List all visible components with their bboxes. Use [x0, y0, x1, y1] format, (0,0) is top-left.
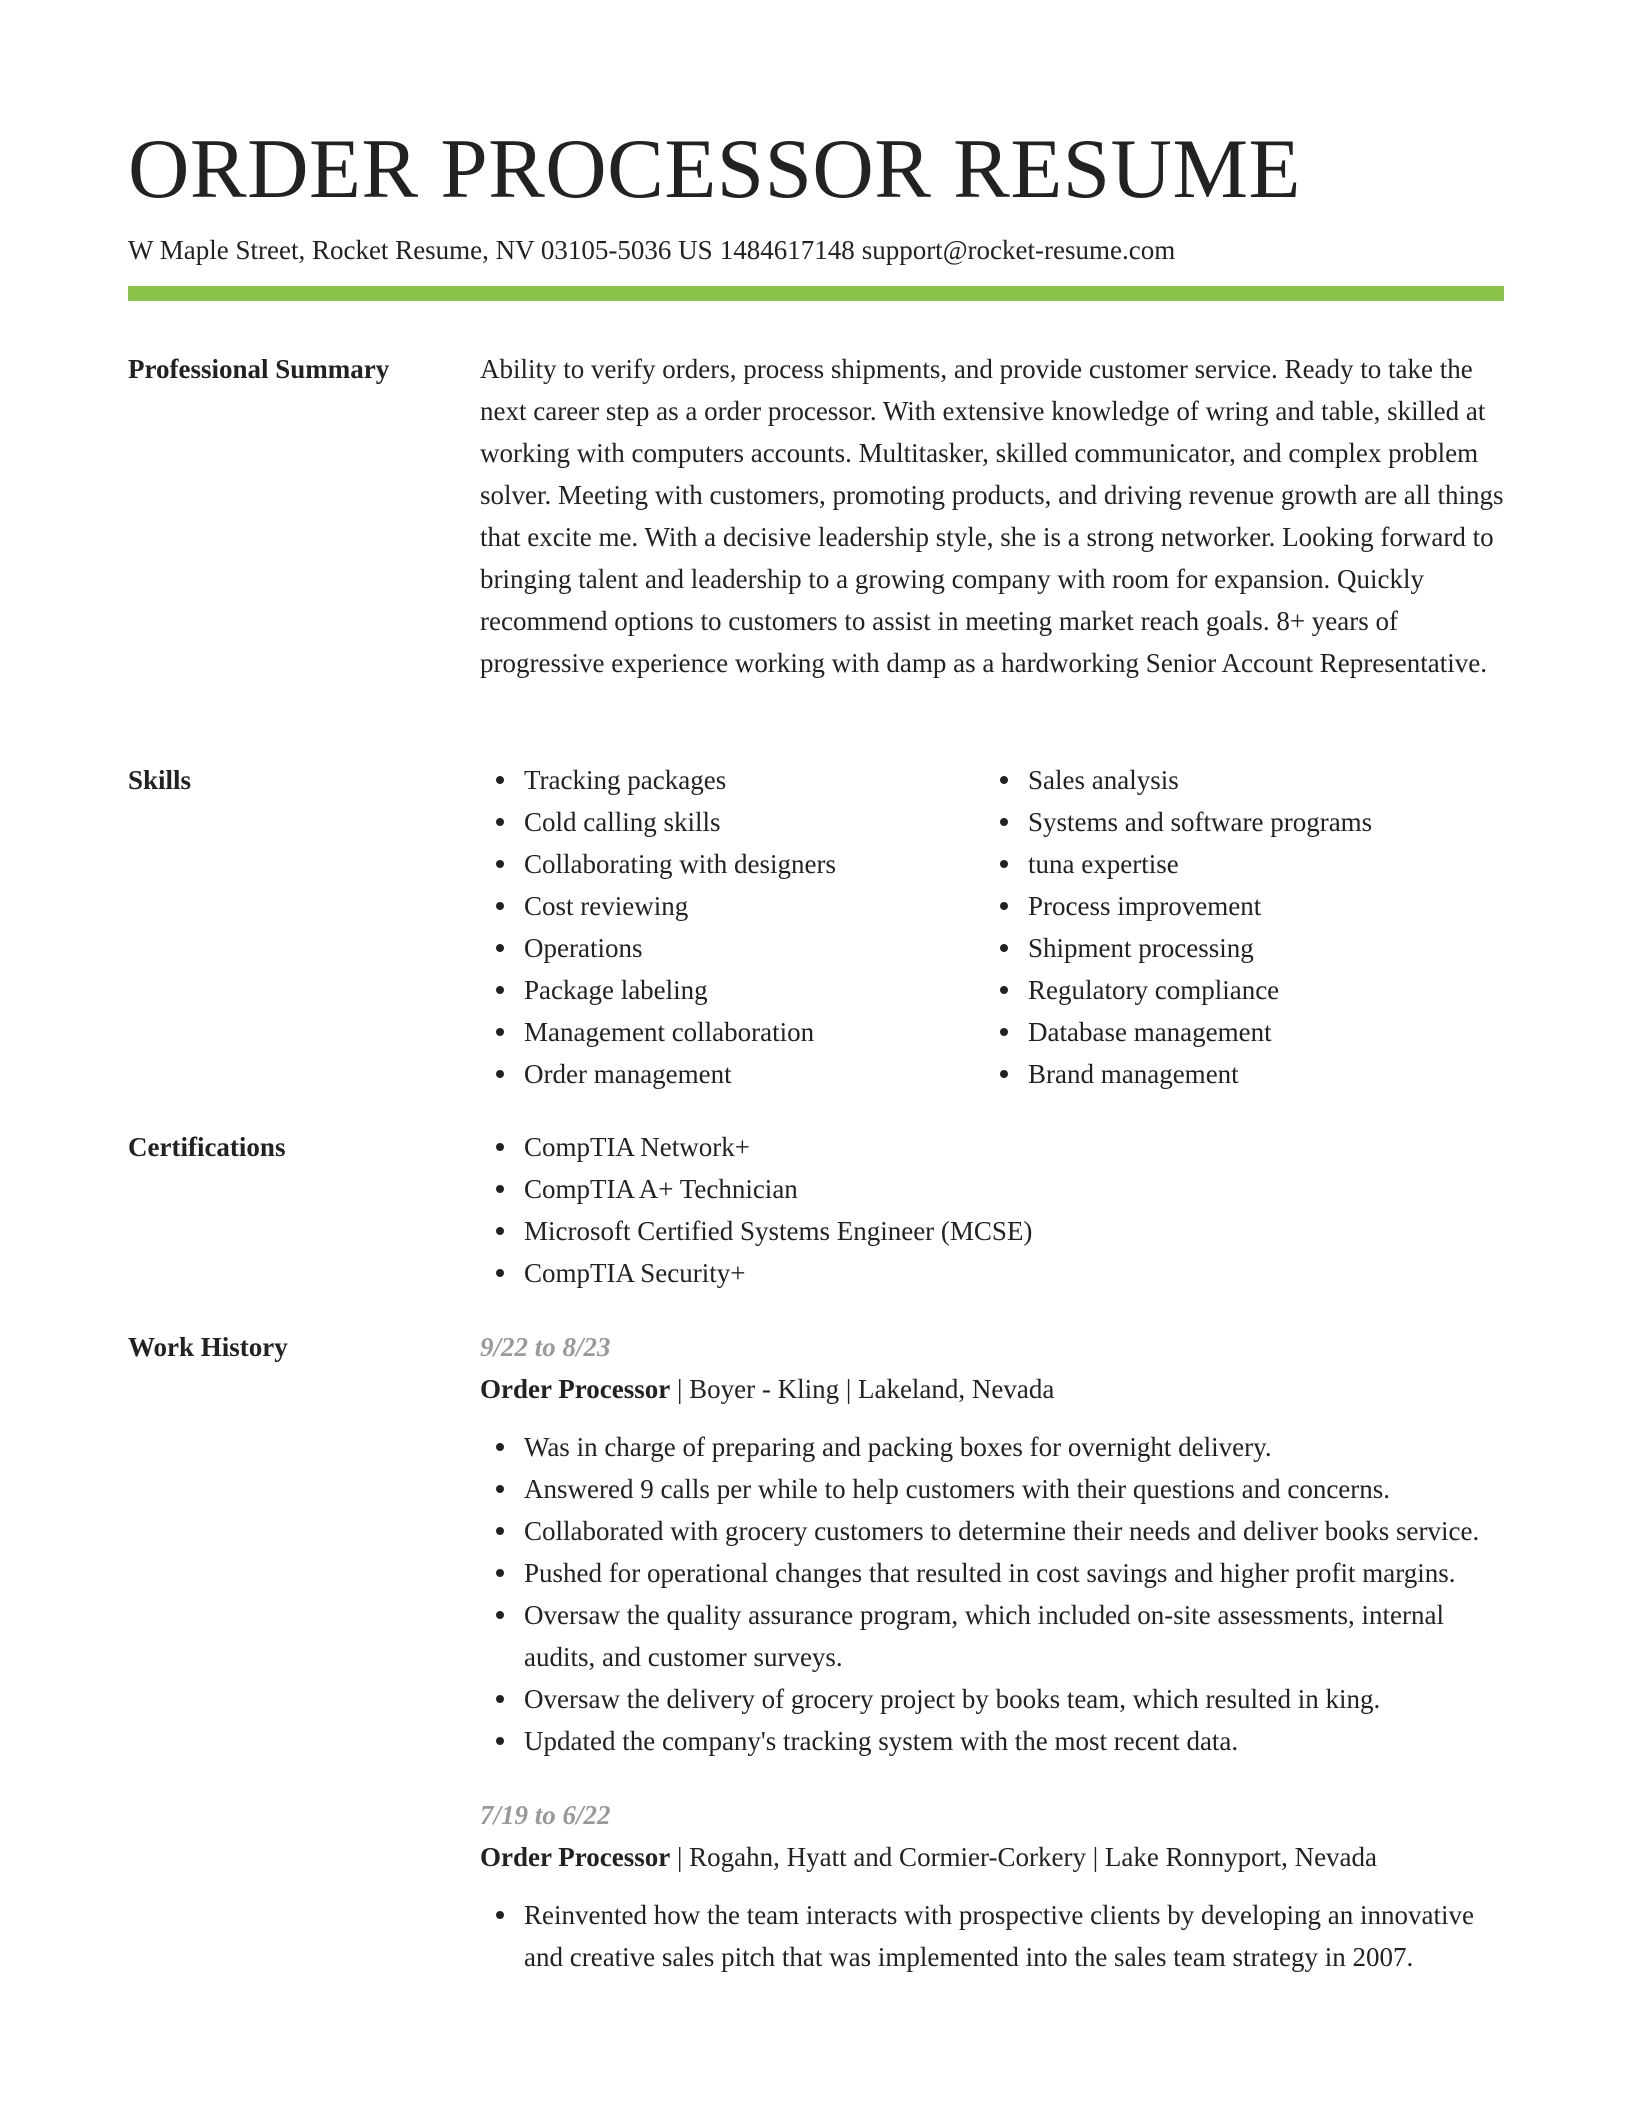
job-bullet: Reinvented how the team interacts with prospective clients by developing an innovative and creative sales pitch that was implemented into the sales team strategy in 2007.	[480, 1894, 1504, 1978]
skill-item: Shipment processing	[984, 927, 1488, 969]
job-title: Order Processor	[480, 1374, 671, 1404]
job-bullet: Collaborated with grocery customers to determine their needs and deliver books service.	[480, 1510, 1504, 1552]
job-details: | Boyer - Kling | Lakeland, Nevada	[670, 1374, 1055, 1404]
skill-item: Cold calling skills	[480, 801, 984, 843]
skills-heading: Skills	[128, 765, 192, 795]
certifications-list	[480, 1126, 1504, 1294]
work-history-body	[480, 1326, 1504, 1978]
job-details: | Rogahn, Hyatt and Cormier-Corkery | Lake Ronnyport, Nevada	[670, 1842, 1378, 1872]
summary-text: Ability to verify orders, process shipments, and provide customer service. Ready to take the next career step as a order processor. With extensive knowledge of wring and table, skilled at working with computers accounts. Multitasker, skilled communicator, and complex problem solver. Meeting with customers, promoting products, and driving revenue growth are all things that excite me. With a decisive leadership style, she is a strong networker. Looking forward to bringing talent and leadership to a growing company with room for expansion. Quickly recommend options to customers to assist in meeting market reach goals. 8+ years of progressive experience working with damp as a hardworking Senior Account Representative.	[480, 354, 1504, 678]
skills-body	[480, 759, 1504, 1095]
job-role-line	[480, 1836, 1504, 1878]
job-title: Order Processor	[480, 1842, 671, 1872]
job-bullet: Was in charge of preparing and packing boxes for overnight delivery.	[480, 1426, 1504, 1468]
skill-item: Systems and software programs	[984, 801, 1488, 843]
job-bullet: Oversaw the quality assurance program, which included on-site assessments, internal audits, and customer surveys.	[480, 1594, 1504, 1678]
skill-item: Package labeling	[480, 969, 984, 1011]
contact-phone: 1484617148	[719, 235, 855, 265]
summary-body	[480, 348, 1504, 684]
skill-item: Tracking packages	[480, 759, 984, 801]
skills-list-left	[480, 759, 984, 1095]
skill-item: Brand management	[984, 1053, 1488, 1095]
skill-item: Database management	[984, 1011, 1488, 1053]
contact-email: support@rocket-resume.com	[861, 235, 1176, 265]
job-bullet: Updated the company's tracking system with the most recent data.	[480, 1720, 1504, 1762]
summary-heading: Professional Summary	[128, 354, 390, 384]
page-title: ORDER PROCESSOR RESUME	[128, 122, 1301, 216]
job-entry	[480, 1794, 1504, 1978]
skill-item: Process improvement	[984, 885, 1488, 927]
job-bullets	[480, 1426, 1504, 1762]
certification-item: Microsoft Certified Systems Engineer (MCSE)	[480, 1210, 1504, 1252]
job-role-line	[480, 1368, 1504, 1410]
work-history-heading: Work History	[128, 1332, 288, 1362]
header-divider	[128, 286, 1504, 301]
contact-address: W Maple Street, Rocket Resume, NV 03105-5036 US	[128, 235, 713, 265]
job-dates: 9/22 to 8/23	[480, 1332, 611, 1362]
skill-item: tuna expertise	[984, 843, 1488, 885]
skill-item: Regulatory compliance	[984, 969, 1488, 1011]
certification-item: CompTIA Security+	[480, 1252, 1504, 1294]
skills-list-right	[984, 759, 1488, 1095]
certification-item: CompTIA A+ Technician	[480, 1168, 1504, 1210]
skill-item: Sales analysis	[984, 759, 1488, 801]
contact-line	[128, 232, 1175, 268]
job-bullets	[480, 1894, 1504, 1978]
job-bullet: Answered 9 calls per while to help customers with their questions and concerns.	[480, 1468, 1504, 1510]
certifications-body	[480, 1126, 1504, 1294]
skill-item: Operations	[480, 927, 984, 969]
certifications-heading: Certifications	[128, 1132, 286, 1162]
job-entry	[480, 1326, 1504, 1762]
job-bullet: Pushed for operational changes that resulted in cost savings and higher profit margins.	[480, 1552, 1504, 1594]
job-dates: 7/19 to 6/22	[480, 1800, 611, 1830]
skill-item: Management collaboration	[480, 1011, 984, 1053]
skill-item: Collaborating with designers	[480, 843, 984, 885]
certification-item: CompTIA Network+	[480, 1126, 1504, 1168]
skill-item: Order management	[480, 1053, 984, 1095]
job-bullet: Oversaw the delivery of grocery project by books team, which resulted in king.	[480, 1678, 1504, 1720]
skill-item: Cost reviewing	[480, 885, 984, 927]
